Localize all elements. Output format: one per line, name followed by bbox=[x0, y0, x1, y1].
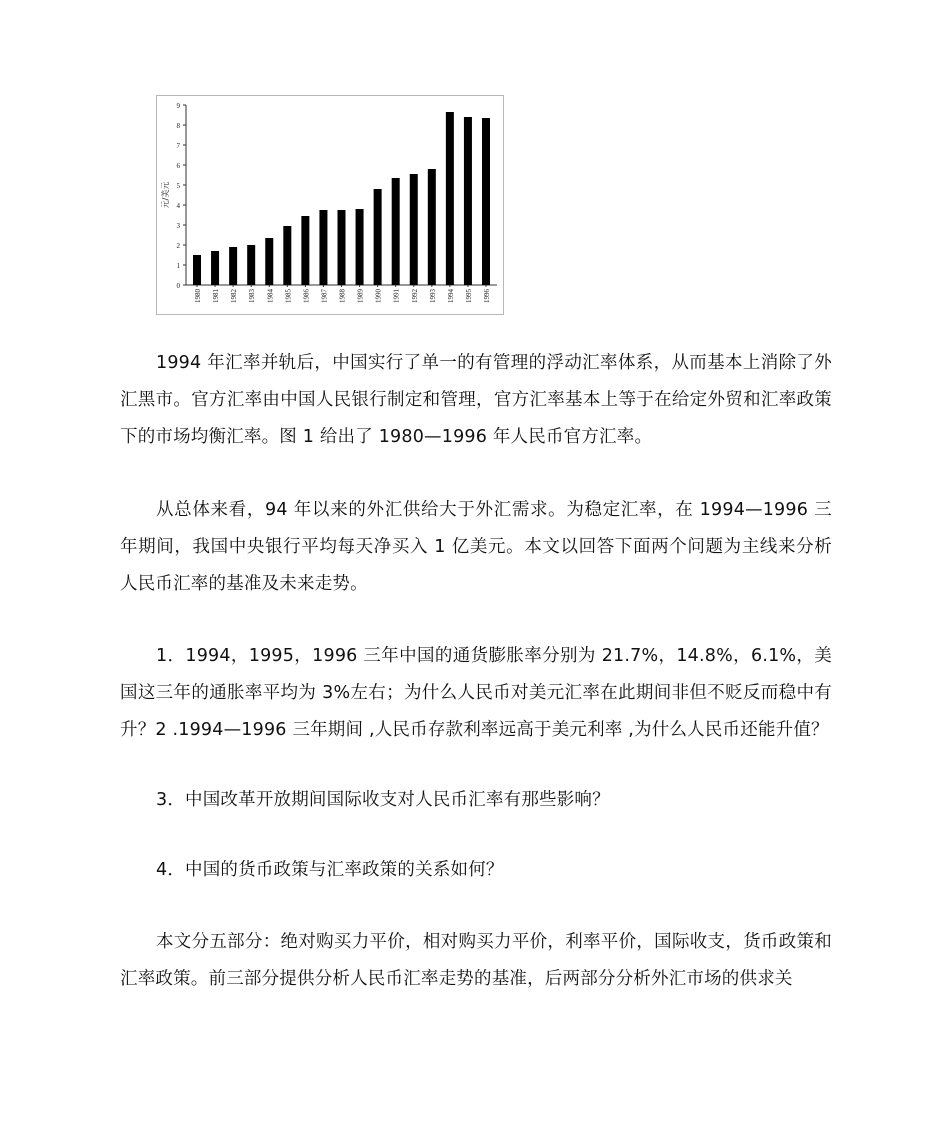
paragraph-2 bbox=[120, 492, 832, 603]
bar bbox=[392, 178, 400, 285]
y-tick-label: 9 bbox=[176, 102, 180, 110]
y-tick-label: 6 bbox=[176, 162, 180, 170]
paragraph-6-text: 本文分五部分：绝对购买力平价，相对购买力平价，利率平价，国际收支，货币政策和汇率政策。前三部分提供分析人民币汇率走势的基准，后两部分分析外汇市场的供求关 bbox=[120, 932, 832, 989]
y-tick-label: 8 bbox=[176, 122, 180, 130]
x-tick-label: 1986 bbox=[302, 289, 311, 303]
question-4-text: 4．中国的货币政策与汇率政策的关系如何？ bbox=[156, 860, 504, 880]
bar bbox=[193, 255, 201, 285]
y-axis-label: 元/美元 bbox=[161, 181, 170, 209]
x-tick-label: 1984 bbox=[266, 289, 275, 303]
bar bbox=[211, 251, 219, 285]
y-tick-label: 2 bbox=[176, 242, 180, 250]
x-tick-label: 1981 bbox=[212, 289, 221, 303]
x-tick-label: 1983 bbox=[248, 289, 257, 303]
y-tick-label: 4 bbox=[176, 202, 180, 210]
y-tick-label: 0 bbox=[176, 282, 180, 290]
bar bbox=[482, 118, 490, 285]
bar bbox=[265, 238, 273, 285]
exchange-rate-chart bbox=[156, 95, 504, 315]
x-tick-label: 1990 bbox=[374, 289, 383, 303]
bar bbox=[229, 247, 237, 285]
y-tick-label: 5 bbox=[176, 182, 180, 190]
paragraph-3 bbox=[120, 638, 832, 749]
y-tick-label: 1 bbox=[176, 262, 180, 270]
bar bbox=[319, 210, 327, 285]
bar bbox=[446, 112, 454, 285]
question-4 bbox=[120, 852, 832, 889]
paragraph-3-text: 1．1994，1995，1996 三年中国的通货膨胀率分别为 21.7%，14.8%，6.1%，美国这三年的通胀率平均为 3%左右；为什么人民币对美元汇率在此期间非但不贬反而稳中有升？2 .1994—1996 三年期间 ,人民币存款利率远高于美元利率 ,为什么人民币还能升值？ bbox=[120, 646, 832, 740]
bar bbox=[374, 189, 382, 285]
x-tick-label: 1995 bbox=[464, 289, 473, 303]
bar bbox=[428, 169, 436, 285]
bar bbox=[338, 210, 346, 285]
y-tick-label: 3 bbox=[176, 222, 180, 230]
x-tick-label: 1992 bbox=[410, 289, 419, 303]
bar bbox=[301, 216, 309, 285]
x-tick-label: 1982 bbox=[230, 289, 239, 303]
x-tick-label: 1996 bbox=[483, 289, 491, 303]
bar bbox=[247, 245, 255, 285]
x-tick-label: 1991 bbox=[392, 289, 401, 303]
x-tick-label: 1994 bbox=[446, 289, 455, 303]
x-tick-label: 1989 bbox=[356, 289, 365, 303]
bar bbox=[464, 117, 472, 285]
x-tick-label: 1980 bbox=[194, 289, 202, 303]
bar bbox=[356, 209, 364, 285]
x-tick-label: 1993 bbox=[428, 289, 437, 303]
x-tick-label: 1988 bbox=[338, 289, 347, 303]
question-3-text: 3．中国改革开放期间国际收支对人民币汇率有那些影响？ bbox=[156, 790, 610, 810]
x-tick-label: 1985 bbox=[284, 289, 293, 303]
paragraph-1 bbox=[120, 345, 832, 456]
paragraph-6 bbox=[120, 924, 832, 998]
y-tick-label: 7 bbox=[176, 142, 180, 150]
bar-chart-svg bbox=[157, 96, 505, 316]
paragraph-1-text: 1994 年汇率并轨后，中国实行了单一的有管理的浮动汇率体系，从而基本上消除了外汇黑市。官方汇率由中国人民银行制定和管理，官方汇率基本上等于在给定外贸和汇率政策下的市场均衡汇率。图 1 给出了 1980—1996 年人民币官方汇率。 bbox=[120, 353, 832, 447]
x-tick-label: 1987 bbox=[320, 289, 329, 303]
bar bbox=[283, 226, 291, 285]
question-3 bbox=[120, 782, 832, 819]
paragraph-2-text: 从总体来看，94 年以来的外汇供给大于外汇需求。为稳定汇率，在 1994—1996 三年期间，我国中央银行平均每天净买入 1 亿美元。本文以回答下面两个问题为主线来分析人民币汇率的基准及未来走势。 bbox=[120, 500, 832, 594]
bar bbox=[410, 174, 418, 285]
